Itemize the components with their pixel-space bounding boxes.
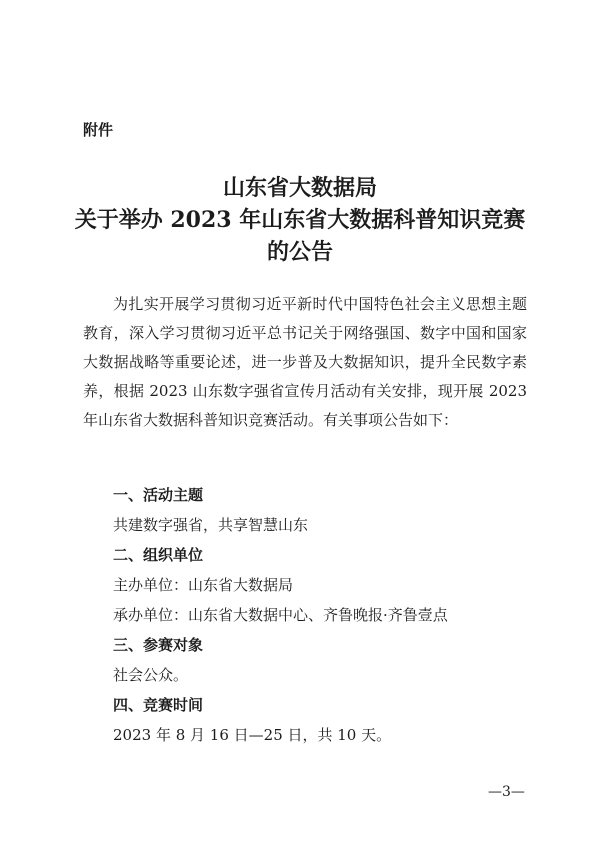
section-2-heading: 二、组织单位 <box>113 546 204 564</box>
intro-paragraph: 为扎实开展学习贯彻习近平新时代中国特色社会主义思想主题教育，深入学习贯彻习近平总书记关于网络强国、数字中国和国家大数据战略等重要论述，进一步普及大数据知识，提升全民数字素养，根据 2023 山东数字强省宣传月活动有关安排，现开展 2023 年山东省大数据科普知识竞赛活动。有关事项公告如下： <box>83 295 527 429</box>
section-3-heading: 三、参赛对象 <box>113 636 204 654</box>
section-4-heading: 四、竞赛时间 <box>113 696 204 714</box>
co-organizer-line: 承办单位：山东省大数据中心、齐鲁晚报·齐鲁壹点 <box>113 606 448 624</box>
page-number: —3— <box>488 784 525 800</box>
section-4-content: 2023 年 8 月 16 日—25 日，共 10 天。 <box>113 726 392 744</box>
organizer-line: 主办单位：山东省大数据局 <box>113 576 294 594</box>
section-1-content: 共建数字强省，共享智慧山东 <box>113 516 309 534</box>
section-3-content: 社会公众。 <box>113 666 189 684</box>
section-1-heading: 一、活动主题 <box>113 486 204 504</box>
title-line-2: 关于举办 2023 年山东省大数据科普知识竞赛 <box>74 207 526 233</box>
document-title <box>0 172 600 268</box>
attachment-label: 附件 <box>83 121 114 139</box>
title-line-3: 的公告 <box>266 239 333 265</box>
title-line-1: 山东省大数据局 <box>222 175 377 201</box>
